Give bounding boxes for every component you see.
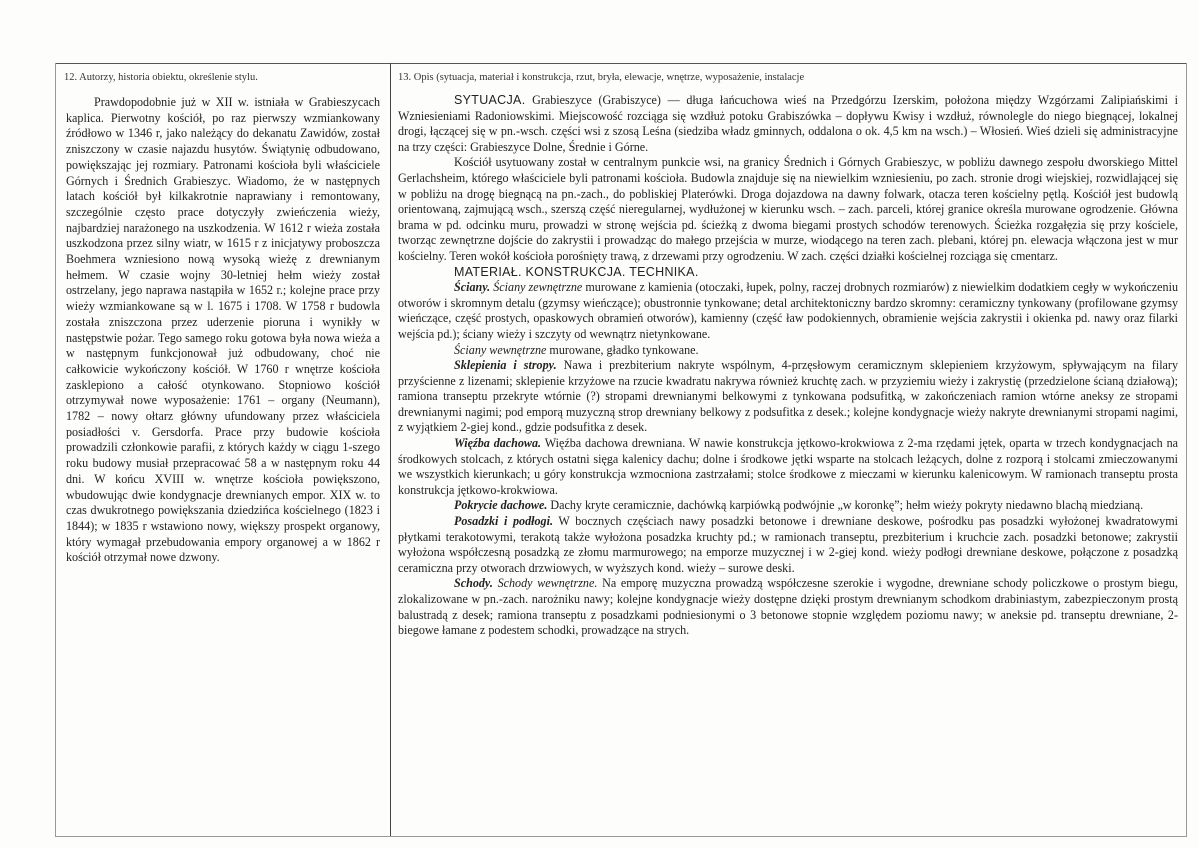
history-column — [66, 95, 380, 566]
sciany-wew-label: Ściany wewnętrzne — [454, 342, 547, 357]
left-border — [55, 63, 56, 836]
sklepienia-heading: Sklepienia i stropy. — [454, 358, 557, 373]
posadzki-heading: Posadzki i podłogi. — [454, 514, 553, 529]
sciany-wew-text: murowane, gładko tynkowane. — [549, 342, 699, 357]
wiezba-text: Więźba dachowa drewniana. W nawie konstrukcja jętkowo-krokwiowa z 2-ma rzędami jętek, oparta w trzech kondygnacjach na środkowych stolcach, z których ostatni sięga kalenicy dachu; dolne i środkowe jętki wsparte na stolcach leżących, dolne z rozporą i stolcami zmieczowanymi we wszystkich kierunkach; u góry konstrukcja wzmocniona zastrzałami; stolce środkowe z mieczami w kierunku kalenicowym. W ramionach transeptu prosta konstrukcja jętkowo-krokwiowa. — [398, 436, 1178, 497]
wiezba-paragraph — [398, 436, 1178, 498]
wiezba-heading: Więźba dachowa. — [454, 436, 542, 451]
schody-text: Na emporę muzyczna prowadzą współczesne szerokie i wygodne, drewniane schody policzkowe o prostym biegu, zlokalizowane w pn.-zach. narożniku nawy; kolejne kondygnacje wieży dostępne dzięki prostym drewnianym schodkom drabiniastym, zabezpieczonym prostą balustradą z desek; ramiona transeptu z posadzkami podniesionymi o 3 betonowe stopnie względem poziomu nawy; w aneksie pd. transeptu drewniane, 2-biegowe łamane z podestem schodki, prowadzące na strych. — [398, 576, 1178, 638]
sciany-zew-text: murowane z kamienia (otoczaki, łupek, polny, raczej drobnych rozmiarów) z niewielkim dodatkiem cegły w wykończeniu otworów i skromnym detalu (gzymsy wieńczące); obustronnie tynkowane; detal architektoniczny bardzo skromny: ceramiczny tynkowany (profilowane gzymsy wieńczące, część prostych, opaskowych obramień otworów), kamienny (część ław podokiennych, obramienie wejścia zakrystii i okienka pd. nawy oraz filarki wejścia pd.); ściany wieży i szczyty od wewnątrz nietynkowane. — [398, 280, 1178, 341]
posadzki-text: W bocznych częściach nawy posadzki betonowe i drewniane deskowe, pośrodku pas posadzki wyłożonej kwadratowymi płytkami terakotowymi, terakotą także wyłożona posadzka kruchty pd.; w ramionach transeptu, prezbiterium i kruchcie zach. posadzki betonowe; zakrystii wyłożona współczesną posadzką ze złomu marmurowego; na emporze muzycznej i w 2-giej kond. wieży podłogi drewniane deskowe, połączone z posadzką ceramiczna przy otworach drzwiowych, w wyższych kond. wieży – surowe deski. — [398, 514, 1178, 575]
kosciol-paragraph — [398, 155, 1178, 264]
schody-heading: Schody. — [454, 576, 493, 591]
right-column-header: 13. Opis (sytuacja, materiał i konstrukcja, rzut, bryła, elewacje, wnętrze, wyposażenie, instalacje — [398, 72, 805, 83]
posadzki-paragraph — [398, 514, 1178, 576]
sciany-zew-label: Ściany zewnętrzne — [493, 280, 583, 295]
right-border — [1186, 63, 1187, 836]
description-column — [398, 93, 1178, 639]
material-heading: MATERIAŁ. KONSTRUKCJA. TECHNIKA. — [454, 264, 699, 279]
sklepienia-text: Nawa i prezbiterium nakryte wspólnym, 4-przęsłowym ceramicznym sklepieniem krzyżowym, spływającym na filary przyścienne z lizenami; sklepienie krzyżowe na rzucie kwadratu nakrywa również kruchtę zach. w przyziemiu wieży i zakrystię (przedzielone ścianą działową); ramiona transeptu przekryte wtórnie (?) stropami drewnianymi belkowymi z tynkowana podsufitką, w zakończeniach ramion wtórne aneksy ze stropami drewnianymi nagimi; pod emporą muzyczną strop drewniany belkowy z podsufitka z desek.; kolejne kondygnacje wieży nakryte drewnianymi stropami nagimi, z wyjątkiem 2-giej kond., gdzie podsufitka z desek. — [398, 358, 1178, 435]
pokrycie-heading: Pokrycie dachowe. — [454, 498, 548, 513]
sciany-paragraph — [398, 280, 1178, 342]
top-border — [55, 63, 1187, 64]
sciany-wew-paragraph — [398, 343, 1178, 359]
pokrycie-paragraph — [398, 498, 1178, 514]
bottom-border — [55, 836, 1187, 837]
sytuacja-paragraph — [398, 93, 1178, 155]
sytuacja-heading: SYTUACJA. — [454, 93, 526, 107]
sciany-heading: Ściany. — [454, 280, 491, 295]
kosciol-text: Kościół usytuowany został w centralnym punkcie wsi, na granicy Średnich i Górnych Grabieszyc, w pobliżu dawnego zespołu dworskiego Mittel Gerlachsheim, którego właściciele byli patronami kościoła. Budowla znajduje się na niewielkim wzniesieniu, po zach. stronie drogi wiejskiej, rozwidlającej się w pobliżu na drogę biegnącą na pn.-zach., do pobliskiej Platerówki. Droga dojazdowa na dawny folwark, otacza teren kościelny pętlą. Kościół jest budowlą orientowaną, zajmującą wsch., szerszą część nieregularnej, wydłużonej w kierunku wsch. – zach. parceli, której granice określa murowane ogrodzenie. Główna brama w pd. odcinku muru, prowadzi w stronę wejścia pd. ścieżką z dwoma biegami prostych schodów terenowych. Ścieżka rozgałęzia się przy kościele, tworząc zewnętrzne dojście do zakrystii i prowadząc do małego przejścia w murze, wiodącego na teren zach. plebani, której pn. elewacja włączona jest w mur kościelny. Teren wokół kościoła porośnięty trawą, z drzewami przy ogrodzeniu. W zach. części działki kościelnej rozciąga się cmentarz. — [398, 155, 1178, 263]
schody-paragraph — [398, 576, 1178, 638]
pokrycie-text: Dachy kryte ceramicznie, dachówką karpiówką podwójnie „w koronkę”; hełm wieży pokryty niedawno blachą miedzianą. — [550, 498, 1144, 513]
sytuacja-text: Grabieszyce (Grabiszyce) — długa łańcuchowa wieś na Przedgórzu Izerskim, położona między Wzgórzami Zalipiańskimi i Wzniesieniami Radoniowskimi. Miejscowość rozciąga się wzdłuż potoku Grabiszówka – dopływu Kwisy i wzdłuż, równolegle do niego biegnącej, lokalnej drogi, łączącej się w pn.-wsch. części wsi z szosą Leśna (siedziba władz gminnych, oddalona o ok. 4,5 km na wsch.) – Włosień. Wieś dzieli się administracyjne na trzy części: Grabieszyce Dolne, Średnie i Górne. — [398, 93, 1178, 154]
column-divider — [390, 63, 391, 836]
left-column-header: 12. Autorzy, historia obiektu, określenie stylu. — [64, 72, 258, 83]
schody-wew-label: Schody wewnętrzne. — [497, 576, 598, 591]
history-text: Prawdopodobnie już w XII w. istniała w Grabieszycach kaplica. Pierwotny kościół, po raz pierwszy wzmiankowany źródłowo w 1346 r, jako należący do dekanatu Zawidów, został zniszczony w czasie najazdu husytów. Świątynię odbudowano, powiększając jej rozmiary. Patronami kościoła byli właściciele Górnych i Średnich Grabieszyc. Wiadomo, że w następnych latach kościół był kilkakrotnie naprawiany i remontowany, szczególnie często prace dotyczyły zwieńczenia wieży, najbardziej narażonego na uszkodzenia. W 1612 r wieża została uszkodzona przez silny wiatr, w 1615 r z inicjatywy proboszcza Boehmera wzniesiono nową wysoką wieżę z drewnianym hełmem. W czasie wojny 30-letniej hełm wieży został ostrzelany, jego naprawa nastąpiła w 1652 r.; kolejne prace przy wieży wzmiankowane są w l. 1675 i 1708. W 1758 r budowla została zniszczona przez uderzenie pioruna i wynikły w następstwie pożar. Tego samego roku gotowa była nowa wieża a w następnym funkcjonował już odbudowany, choć nie całkowicie wykończony kościół. W 1760 r wnętrze kościoła zasklepiono a całość otynkowano. Stopniowo kościół otrzymywał nowe wyposażenie: 1761 – organy (Neumann), 1782 – nowy ołtarz główny ufundowany przez właściciela posiadłości v. Gersdorfa. Prace przy budowie kościoła prowadzili członkowie parafii, z których każdy w ciągu 1-szego roku budowy musiał przepracować 58 a w następnym roku 44 dni. W końcu XVIII w. wnętrze kościoła powiększono, wbudowując dwie kondygnacje drewnianych empor. XIX w. to czas dwukrotnego powiększania dziedzińca kościelnego (1823 i 1844); w 1835 r wstawiono nowy, większy prospekt organowy, który wymagał przebudowania empory organowej a w 1862 r kościół otrzymał nowe dzwony. — [66, 95, 380, 565]
sklepienia-paragraph — [398, 358, 1178, 436]
material-paragraph — [398, 265, 1178, 281]
